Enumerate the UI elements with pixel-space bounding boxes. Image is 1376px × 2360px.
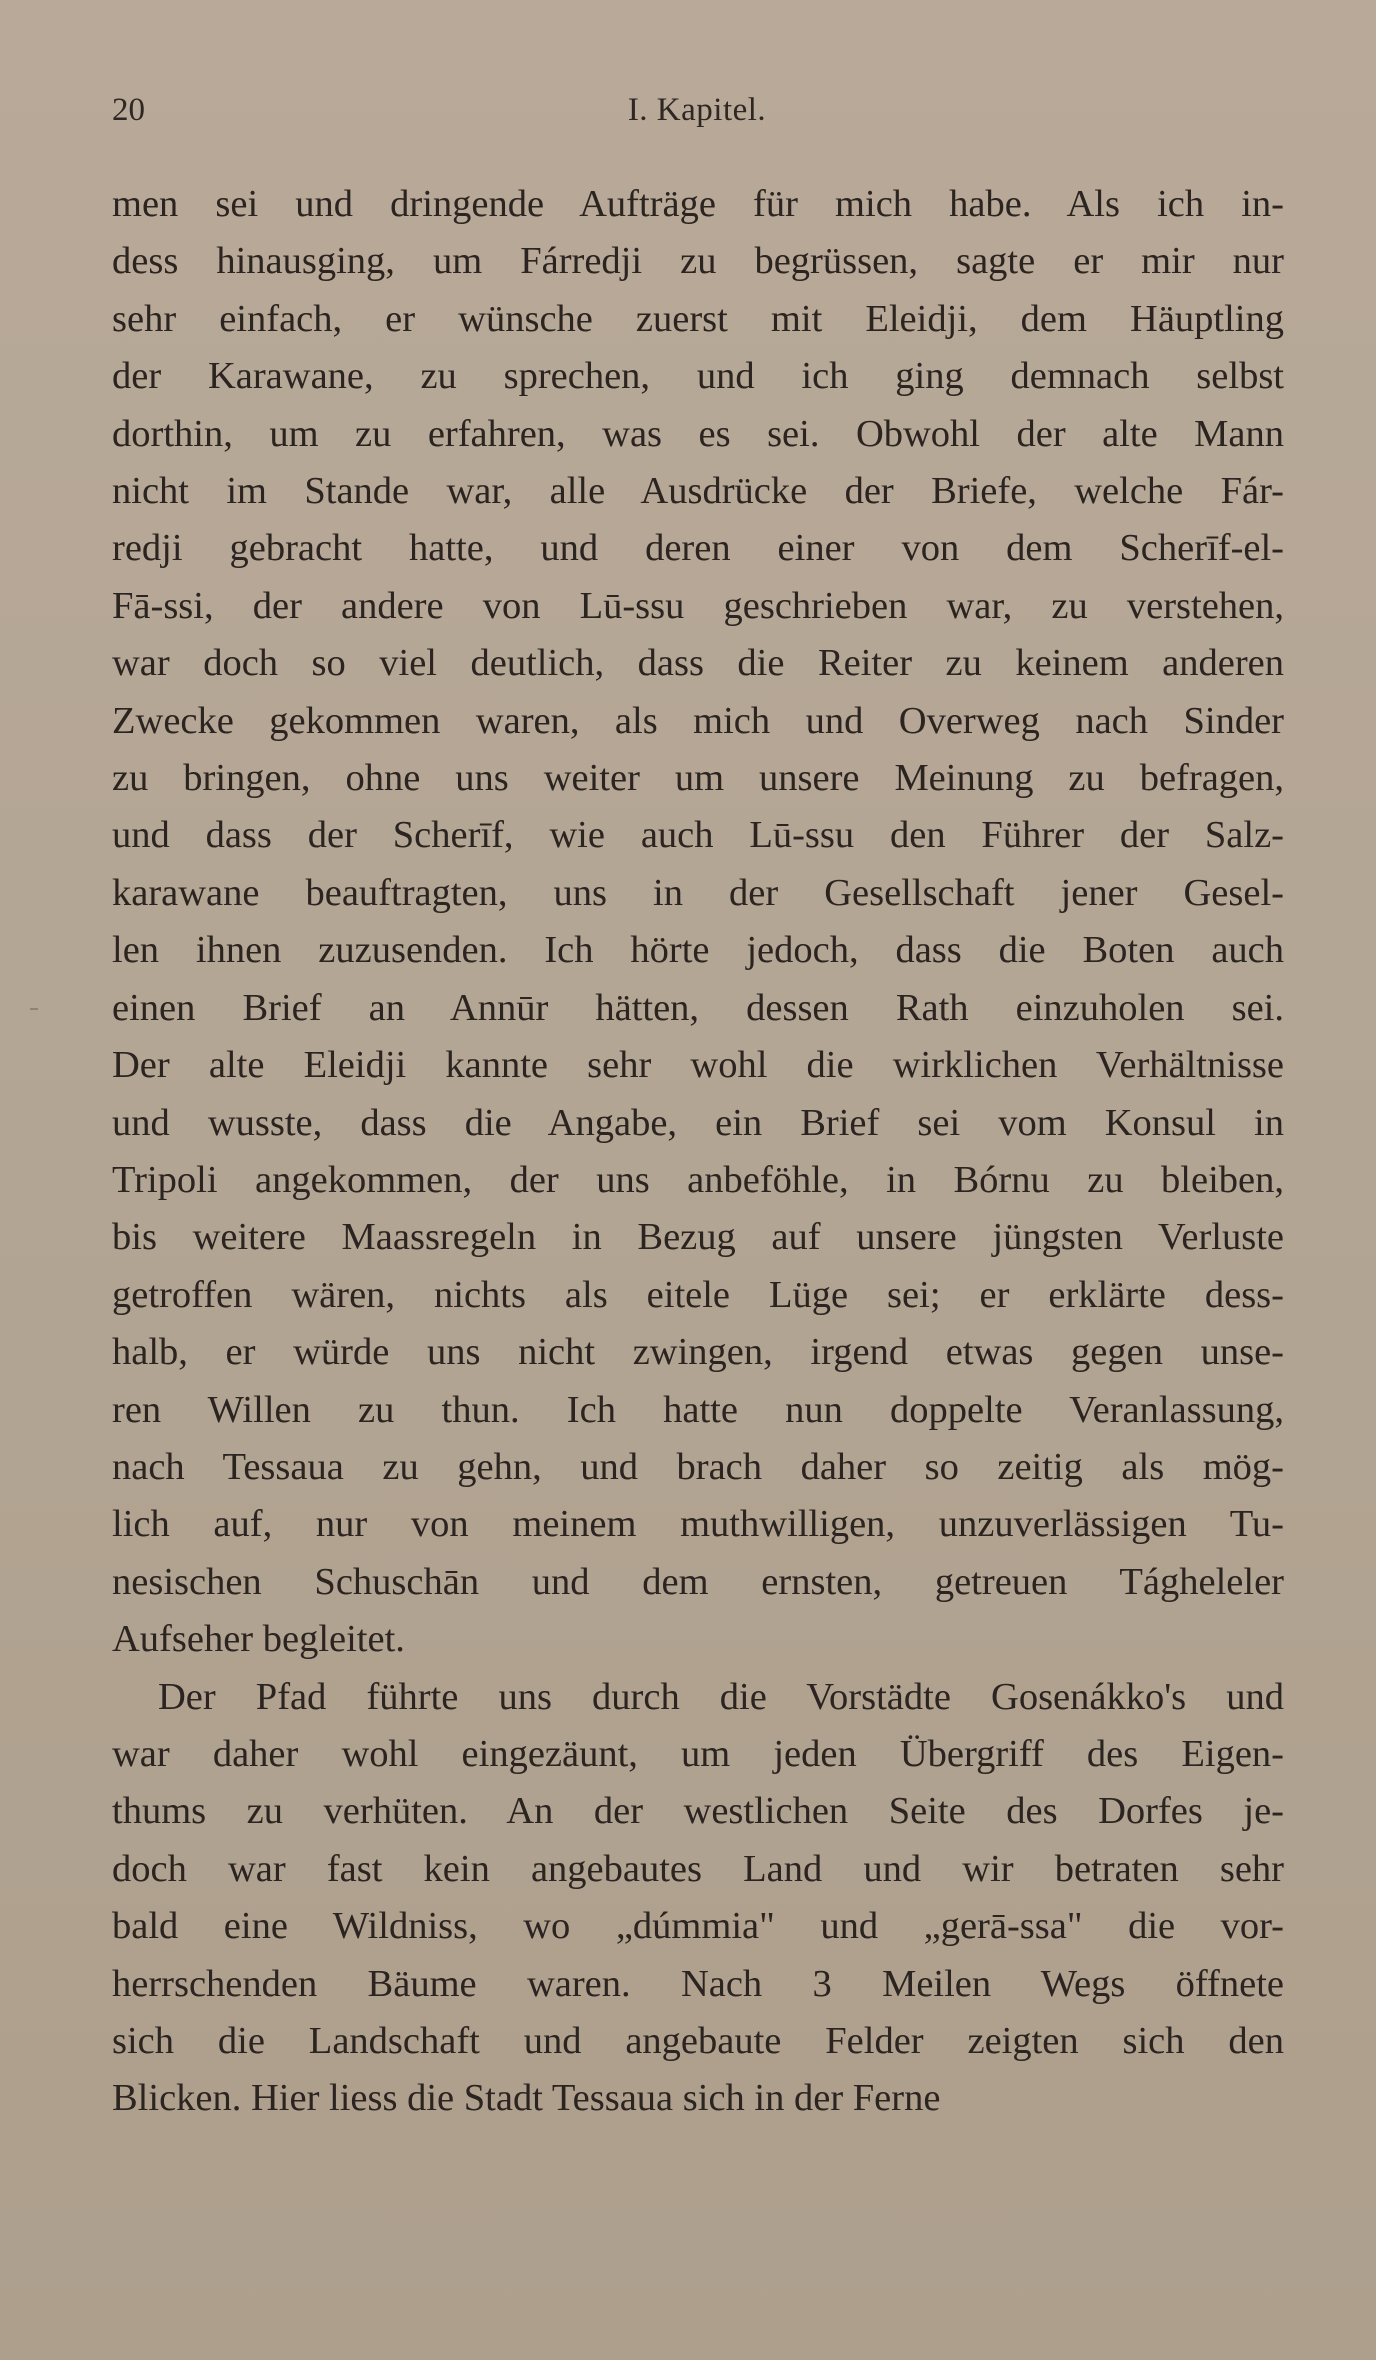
text-line: sehr einfach, er wünsche zuerst mit Eleidji, dem Häuptling [112,297,1284,340]
text-line: einen Brief an Annūr hätten, dessen Rath einzuholen sei. [112,986,1284,1029]
text-line: dess hinausging, um Fárredji zu begrüssen, sagte er mir nur [112,240,1284,283]
text-line: war doch so viel deutlich, dass die Reiter zu keinem anderen [112,642,1284,685]
text-line: redji gebracht hatte, und deren einer von dem Scherīf-el- [112,527,1284,570]
page-number: 20 [112,92,145,128]
text-line: zu bringen, ohne uns weiter um unsere Meinung zu befragen, [112,757,1284,800]
text-line: der Karawane, zu sprechen, und ich ging demnach selbst [112,355,1284,398]
text-line: nesischen Schuschān und dem ernsten, getreuen Tágheleler [112,1560,1284,1603]
text-line: dorthin, um zu erfahren, was es sei. Obwohl der alte Mann [112,412,1284,455]
text-line: doch war fast kein angebautes Land und wir betraten sehr [112,1847,1284,1890]
text-line: getroffen wären, nichts als eitele Lüge sei; er erklärte dess- [112,1273,1284,1316]
text-line: Der Pfad führte uns durch die Vorstädte Gosenákko's und [158,1675,1284,1718]
text-line: bis weitere Maassregeln in Bezug auf unsere jüngsten Verluste [112,1216,1284,1259]
text-line: Aufseher begleitet. [112,1618,405,1661]
text-line: lich auf, nur von meinem muthwilligen, unzuverlässigen Tu- [112,1503,1284,1546]
text-line: Tripoli angekommen, der uns anbeföhle, in Bórnu zu bleiben, [112,1158,1284,1201]
text-line: Blicken. Hier liess die Stadt Tessaua sich in der Ferne [112,2077,941,2120]
text-line: Der alte Eleidji kannte sehr wohl die wirklichen Verhältnisse [112,1044,1284,1087]
text-line: Fā-ssi, der andere von Lū-ssu geschrieben war, zu verstehen, [112,584,1284,627]
text-line: karawane beauftragten, uns in der Gesellschaft jener Gesel- [112,871,1284,914]
running-head [112,92,1282,142]
text-line: ren Willen zu thun. Ich hatte nun doppelte Veranlassung, [112,1388,1284,1431]
body-text [112,176,1284,2128]
text-line: und dass der Scherīf, wie auch Lū-ssu den Führer der Salz- [112,814,1284,857]
text-line: sich die Landschaft und angebaute Felder zeigten sich den [112,2020,1284,2062]
text-line: men sei und dringende Aufträge für mich habe. Als ich in- [112,183,1284,225]
text-line: bald eine Wildniss, wo „dúmmia" und „gerā-ssa" die vor- [112,1905,1284,1948]
paragraph-1 [112,176,1284,1669]
paragraph-2 [112,1669,1284,2128]
text-line: thums zu verhüten. An der westlichen Seite des Dorfes je- [112,1790,1284,1833]
text-line: nicht im Stande war, alle Ausdrücke der Briefe, welche Fár- [112,470,1284,513]
text-line: herrschenden Bäume waren. Nach 3 Meilen Wegs öffnete [112,1962,1284,2005]
margin-mark [30,1008,38,1010]
text-line: und wusste, dass die Angabe, ein Brief sei vom Konsul in [112,1101,1284,1144]
text-line: nach Tessaua zu gehn, und brach daher so zeitig als mög- [112,1445,1284,1488]
chapter-title: I. Kapitel. [627,92,767,128]
text-line: Zwecke gekommen waren, als mich und Overweg nach Sinder [112,699,1284,742]
text-line: halb, er würde uns nicht zwingen, irgend etwas gegen unse- [112,1331,1284,1374]
text-line: len ihnen zuzusenden. Ich hörte jedoch, dass die Boten auch [112,929,1284,972]
text-line: war daher wohl eingezäunt, um jeden Übergriff des Eigen- [112,1732,1284,1775]
